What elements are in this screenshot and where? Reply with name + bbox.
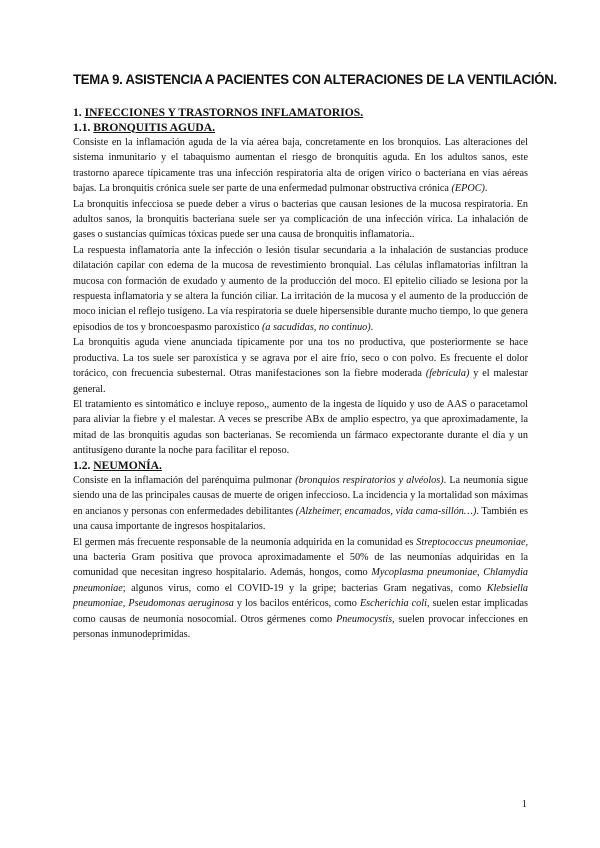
section-number: 1. [73, 106, 85, 119]
section-number: 1.1. [73, 120, 94, 134]
document-body [73, 106, 528, 643]
section-title: BRONQUITIS AGUDA. [93, 120, 216, 134]
section-title: INFECCIONES Y TRASTORNOS INFLAMATORIOS. [84, 106, 364, 119]
paragraph: La respuesta inflamatoria ante la infección o lesión tisular secundaria a la inhalación de sustancias produce dilatación capilar con edema de la mucosa de revestimiento bronquial. Las células inflamatorias infiltran la mucosa con formación de exudado y aumento de la producción del moco. El epitelio ciliado se lesiona por la respuesta inflamatoria y se altera la función ciliar. La irritación de la mucosa y el aumento de la producción de moco inician el reflejo tusígeno. La vía respiratoria se duele hipersensible durante mucho tiempo, lo que genera episodios de tos y broncoespasmo paroxístico (a sacudidas, no continuo). [73, 244, 528, 333]
section-heading-1-1 [73, 121, 528, 136]
paragraph: La bronquitis aguda viene anunciada típicamente por una tos no productiva, que posteriormente se hace productiva. La tos suele ser paroxística y se agrava por el aire frío, seco o con polvo. Es frecuente el dolor torácico, con frecuencia subesternal. Otras manifestaciones son la fiebre moderada (febrícula) y el malestar general. [73, 337, 528, 395]
paragraph: La bronquitis infecciosa se puede deber a virus o bacterias que causan lesiones de la mucosa respiratoria. En adultos sanos, la bronquitis bacteriana suele ser ya complicación de una infección vírica. La inhalación de gases o sustancias químicas tóxicas puede ser una causa de bronquitis inflamatoria.. [73, 198, 528, 241]
section-title: NEUMONÍA. [93, 458, 162, 472]
section-number: 1.2. [73, 458, 94, 472]
paragraph: Consiste en la inflamación del parénquima pulmonar (bronquios respiratorios y alvéolos). La neumonía sigue siendo una de las principales causas de muerte de origen infeccioso. La incidencia y la mortalidad son máximas en ancianos y personas con enfermedades debilitantes (Alzheimer, encamados, vida cama-sillón…). También es una causa importante de ingresos hospitalarios. [73, 475, 528, 533]
page-number: 1 [521, 799, 527, 810]
paragraph: El tratamiento es sintomático e incluye reposo,, aumento de la ingesta de líquido y uso de AAS o paracetamol para aliviar la fiebre y el malestar. A veces se prescribe ABx de amplio espectro, ya que aproximadamente, la mitad de las bronquitis agudas son bacterianas. Se recomienda un fármaco expectorante durante el día y un antitusígeno durante la noche para facilitar el reposo. [73, 398, 528, 457]
paragraph: El germen más frecuente responsable de la neumonía adquirida en la comunidad es Streptococcus pneumoniae, una bacteria Gram positiva que provoca aproximadamente el 50% de las neumonías adquiridas en la comunidad que necesitan ingreso hospitalario. Además, hongos, como Mycoplasma pneumoniae, Chlamydia pneumoniae; algunos virus, como el COVID-19 y la gripe; bacterias Gram negativas, como Klebsiella pneumoniae, Pseudomonas aeruginosa y los bacilos entéricos, como Escherichia coli, suelen estar implicadas como causas de neumonía nosocomial. Otros gérmenes como Pneumocystis, suelen provocar infecciones en personas inmunodeprimidas. [73, 536, 529, 641]
document-title: TEMA 9. ASISTENCIA A PACIENTES CON ALTERACIONES DE LA VENTILACIÓN. [73, 72, 557, 87]
paragraph: Consiste en la inflamación aguda de la vía aérea baja, concretamente en los bronquios. Las alteraciones del sistema inmunitario y el tabaquismo aumentan el riesgo de bronquitis aguda. En los adultos sanos, este trastorno aparece típicamente tras una infección respiratoria alta de origen vírico o bacteriana en vías aéreas bajas. La bronquitis crónica suele ser parte de una enfermedad pulmonar obstructiva crónica (EPOC). [73, 137, 528, 195]
section-heading-1 [73, 106, 528, 121]
section-heading-1-2 [73, 459, 528, 474]
